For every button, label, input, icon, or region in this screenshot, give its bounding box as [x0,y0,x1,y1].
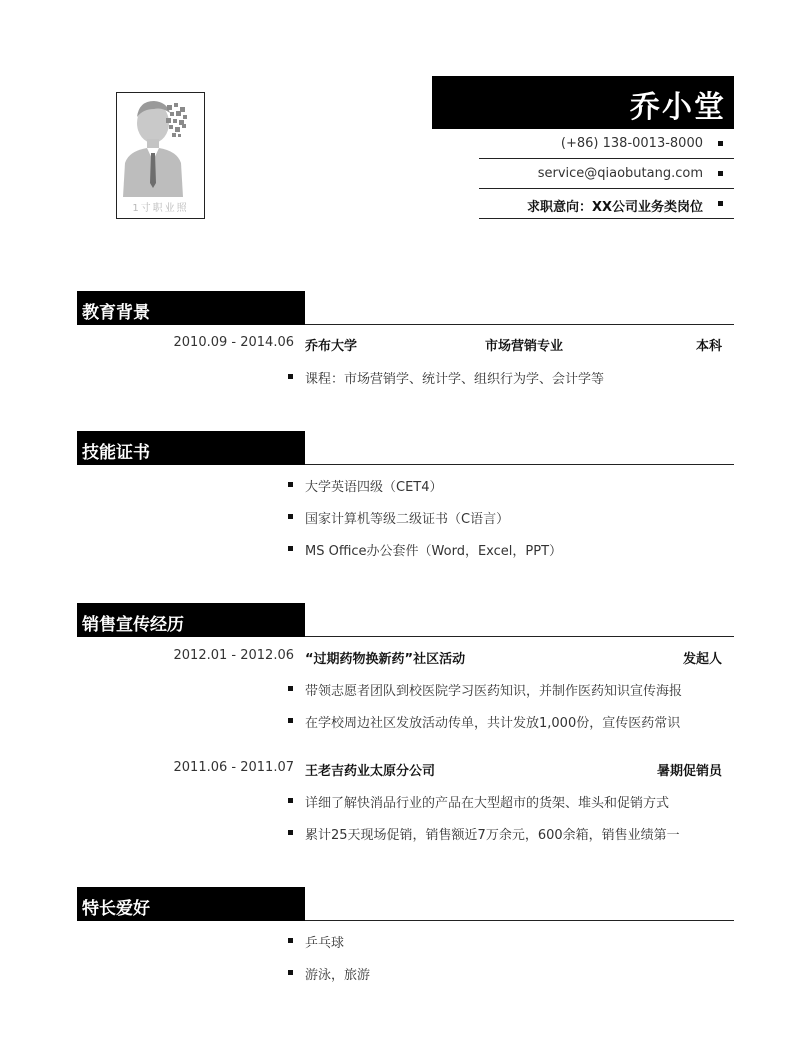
section-title: 销售宣传经历 [82,615,184,635]
square-bullet-icon [288,970,293,975]
list-item: 在学校周边社区发放活动传单，共计发放1,000份，宣传医药常识 [305,716,681,731]
experience-date: 2012.01 - 2012.06 [173,648,294,663]
section-header-hobbies [77,887,305,921]
square-bullet-icon [288,374,293,379]
candidate-name: 乔小堂 [630,90,726,125]
square-bullet-icon [288,686,293,691]
experience-role: 发起人 [682,652,722,667]
section-divider [305,324,734,325]
email-address: service@qiaobutang.com [537,166,703,181]
section-divider [305,920,734,921]
objective-row [479,189,734,219]
list-item: 带领志愿者团队到校医院学习医药知识，并制作医药知识宣传海报 [305,684,683,699]
section-header-experience [77,603,305,637]
experience-role: 暑期促销员 [656,764,722,779]
square-bullet-icon [288,718,293,723]
square-bullet-icon [288,482,293,487]
phone-row [479,129,734,159]
list-item: 大学英语四级（CET4） [305,480,443,495]
phone-number: (+86) 138-0013-8000 [560,136,703,151]
list-item: 乒乓球 [305,936,345,951]
email-row [479,159,734,189]
square-bullet-icon [288,938,293,943]
name-banner [432,76,734,129]
profile-photo [116,92,205,219]
section-title: 技能证书 [82,443,150,463]
square-bullet-icon [718,171,723,176]
job-objective: 求职意向：XX公司业务类岗位 [526,200,703,215]
experience-date: 2011.06 - 2011.07 [173,760,294,775]
square-bullet-icon [288,514,293,519]
section-header-skills [77,431,305,465]
experience-org: “过期药物换新药”社区活动 [305,652,466,667]
photo-caption: 1寸职业照 [132,203,189,214]
school-name: 乔布大学 [305,339,358,354]
list-item: MS Office办公套件（Word，Excel，PPT） [305,544,563,559]
square-bullet-icon [288,798,293,803]
section-title: 教育背景 [82,303,150,323]
square-bullet-icon [718,201,723,206]
experience-org: 王老吉药业太原分公司 [305,764,436,779]
list-item: 国家计算机等级二级证书（C语言） [305,512,510,527]
section-divider [305,636,734,637]
square-bullet-icon [288,830,293,835]
degree: 本科 [695,339,722,354]
square-bullet-icon [288,546,293,551]
list-item: 详细了解快消品行业的产品在大型超市的货架、堆头和促销方式 [305,796,670,811]
square-bullet-icon [718,141,723,146]
major-name: 市场营销专业 [485,339,564,354]
education-date: 2010.09 - 2014.06 [173,335,294,350]
section-title: 特长爱好 [82,899,150,919]
section-divider [305,464,734,465]
list-item: 累计25天现场促销，销售额近7万余元，600余箱，销售业绩第一 [305,828,680,843]
list-item: 游泳，旅游 [305,968,371,983]
section-header-education [77,291,305,325]
list-item: 课程：市场营销学、统计学、组织行为学、会计学等 [305,372,605,387]
